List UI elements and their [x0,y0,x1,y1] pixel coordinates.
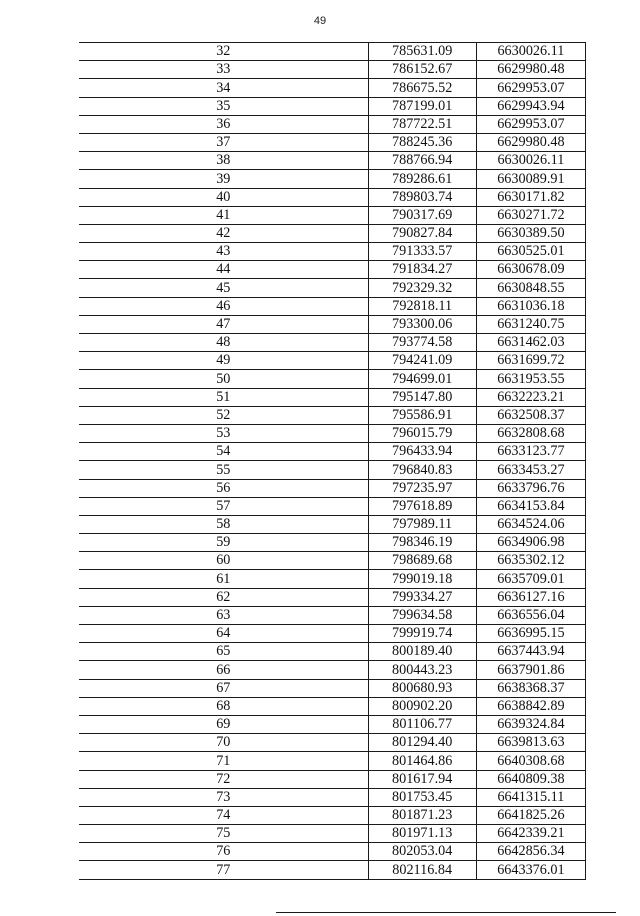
table-row [79,825,586,843]
x-coordinate-cell: 802116.84 [368,861,476,879]
table-row [79,806,586,824]
y-coordinate-cell: 6630678.09 [476,261,585,279]
x-coordinate-cell: 790827.84 [368,224,476,242]
x-coordinate-cell: 798689.68 [368,552,476,570]
y-coordinate-cell: 6640809.38 [476,770,585,788]
point-number-cell: 48 [79,334,368,352]
point-number-cell: 36 [79,115,368,133]
table-row [79,170,586,188]
y-coordinate-cell: 6634906.98 [476,534,585,552]
y-coordinate-cell: 6631462.03 [476,334,585,352]
y-coordinate-cell: 6638842.89 [476,697,585,715]
table-row [79,515,586,533]
y-coordinate-cell: 6639324.84 [476,715,585,733]
x-coordinate-cell: 793300.06 [368,315,476,333]
x-coordinate-cell: 792818.11 [368,297,476,315]
x-coordinate-cell: 785631.09 [368,43,476,61]
table-row [79,224,586,242]
table-row [79,388,586,406]
y-coordinate-cell: 6641825.26 [476,806,585,824]
table-row [79,625,586,643]
point-number-cell: 72 [79,770,368,788]
y-coordinate-cell: 6630848.55 [476,279,585,297]
point-number-cell: 66 [79,661,368,679]
x-coordinate-cell: 786675.52 [368,79,476,97]
point-number-cell: 41 [79,206,368,224]
x-coordinate-cell: 801971.13 [368,825,476,843]
y-coordinate-cell: 6634524.06 [476,515,585,533]
x-coordinate-cell: 801106.77 [368,715,476,733]
x-coordinate-cell: 796015.79 [368,424,476,442]
x-coordinate-cell: 794699.01 [368,370,476,388]
table-row [79,497,586,515]
point-number-cell: 32 [79,43,368,61]
x-coordinate-cell: 801871.23 [368,806,476,824]
y-coordinate-cell: 6641315.11 [476,788,585,806]
point-number-cell: 73 [79,788,368,806]
y-coordinate-cell: 6642339.21 [476,825,585,843]
table-row [79,734,586,752]
x-coordinate-cell: 797235.97 [368,479,476,497]
point-number-cell: 64 [79,625,368,643]
y-coordinate-cell: 6636127.16 [476,588,585,606]
table-row [79,588,586,606]
table-row [79,352,586,370]
point-number-cell: 55 [79,461,368,479]
table-row [79,606,586,624]
x-coordinate-cell: 800680.93 [368,679,476,697]
table-row [79,552,586,570]
table-row [79,752,586,770]
point-number-cell: 62 [79,588,368,606]
y-coordinate-cell: 6643376.01 [476,861,585,879]
table-row [79,297,586,315]
point-number-cell: 75 [79,825,368,843]
x-coordinate-cell: 791333.57 [368,243,476,261]
table-row [79,697,586,715]
table-row [79,334,586,352]
point-number-cell: 45 [79,279,368,297]
table-row [79,788,586,806]
table-row [79,115,586,133]
point-number-cell: 52 [79,406,368,424]
table-row [79,43,586,61]
x-coordinate-cell: 801464.86 [368,752,476,770]
y-coordinate-cell: 6634153.84 [476,497,585,515]
table-row [79,261,586,279]
y-coordinate-cell: 6633123.77 [476,443,585,461]
point-number-cell: 38 [79,152,368,170]
point-number-cell: 40 [79,188,368,206]
x-coordinate-cell: 795147.80 [368,388,476,406]
table-row [79,79,586,97]
y-coordinate-cell: 6629980.48 [476,61,585,79]
x-coordinate-cell: 798346.19 [368,534,476,552]
table-row [79,133,586,151]
y-coordinate-cell: 6639813.63 [476,734,585,752]
x-coordinate-cell: 789286.61 [368,170,476,188]
y-coordinate-cell: 6631953.55 [476,370,585,388]
x-coordinate-cell: 800902.20 [368,697,476,715]
y-coordinate-cell: 6637901.86 [476,661,585,679]
page-number: 49 [313,15,327,27]
y-coordinate-cell: 6636556.04 [476,606,585,624]
x-coordinate-cell: 788766.94 [368,152,476,170]
table-row [79,570,586,588]
point-number-cell: 47 [79,315,368,333]
x-coordinate-cell: 794241.09 [368,352,476,370]
coordinates-table-body [79,43,586,880]
point-number-cell: 61 [79,570,368,588]
table-row [79,861,586,879]
point-number-cell: 63 [79,606,368,624]
y-coordinate-cell: 6630271.72 [476,206,585,224]
point-number-cell: 49 [79,352,368,370]
x-coordinate-cell: 800189.40 [368,643,476,661]
table-row [79,424,586,442]
point-number-cell: 56 [79,479,368,497]
table-row [79,479,586,497]
point-number-cell: 69 [79,715,368,733]
y-coordinate-cell: 6629953.07 [476,115,585,133]
point-number-cell: 60 [79,552,368,570]
table-row [79,679,586,697]
table-row [79,279,586,297]
y-coordinate-cell: 6633453.27 [476,461,585,479]
y-coordinate-cell: 6630026.11 [476,152,585,170]
y-coordinate-cell: 6635302.12 [476,552,585,570]
table-row [79,61,586,79]
point-number-cell: 50 [79,370,368,388]
y-coordinate-cell: 6629953.07 [476,79,585,97]
table-row [79,315,586,333]
point-number-cell: 76 [79,843,368,861]
y-coordinate-cell: 6636995.15 [476,625,585,643]
x-coordinate-cell: 789803.74 [368,188,476,206]
x-coordinate-cell: 790317.69 [368,206,476,224]
x-coordinate-cell: 801617.94 [368,770,476,788]
table-row [79,643,586,661]
y-coordinate-cell: 6640308.68 [476,752,585,770]
table-row [79,534,586,552]
y-coordinate-cell: 6631036.18 [476,297,585,315]
table-row [79,443,586,461]
x-coordinate-cell: 800443.23 [368,661,476,679]
table-row [79,461,586,479]
table-row [79,843,586,861]
table-row [79,206,586,224]
point-number-cell: 74 [79,806,368,824]
table-row [79,406,586,424]
table-row [79,661,586,679]
point-number-cell: 77 [79,861,368,879]
y-coordinate-cell: 6631240.75 [476,315,585,333]
y-coordinate-cell: 6632808.68 [476,424,585,442]
table-row [79,770,586,788]
point-number-cell: 59 [79,534,368,552]
y-coordinate-cell: 6638368.37 [476,679,585,697]
x-coordinate-cell: 787722.51 [368,115,476,133]
table-row [79,715,586,733]
x-coordinate-cell: 797989.11 [368,515,476,533]
point-number-cell: 42 [79,224,368,242]
x-coordinate-cell: 799919.74 [368,625,476,643]
point-number-cell: 65 [79,643,368,661]
table-row [79,152,586,170]
y-coordinate-cell: 6632223.21 [476,388,585,406]
x-coordinate-cell: 793774.58 [368,334,476,352]
x-coordinate-cell: 799334.27 [368,588,476,606]
x-coordinate-cell: 797618.89 [368,497,476,515]
point-number-cell: 67 [79,679,368,697]
point-number-cell: 37 [79,133,368,151]
y-coordinate-cell: 6642856.34 [476,843,585,861]
table-row [79,188,586,206]
y-coordinate-cell: 6637443.94 [476,643,585,661]
point-number-cell: 58 [79,515,368,533]
point-number-cell: 43 [79,243,368,261]
x-coordinate-cell: 786152.67 [368,61,476,79]
point-number-cell: 53 [79,424,368,442]
x-coordinate-cell: 802053.04 [368,843,476,861]
table-row [79,243,586,261]
y-coordinate-cell: 6630026.11 [476,43,585,61]
x-coordinate-cell: 795586.91 [368,406,476,424]
y-coordinate-cell: 6630171.82 [476,188,585,206]
table-row [79,370,586,388]
y-coordinate-cell: 6630089.91 [476,170,585,188]
point-number-cell: 46 [79,297,368,315]
coordinates-table [79,42,586,880]
x-coordinate-cell: 796840.83 [368,461,476,479]
point-number-cell: 39 [79,170,368,188]
point-number-cell: 71 [79,752,368,770]
x-coordinate-cell: 799634.58 [368,606,476,624]
bottom-divider [276,912,616,913]
point-number-cell: 33 [79,61,368,79]
x-coordinate-cell: 796433.94 [368,443,476,461]
y-coordinate-cell: 6635709.01 [476,570,585,588]
x-coordinate-cell: 799019.18 [368,570,476,588]
point-number-cell: 34 [79,79,368,97]
y-coordinate-cell: 6631699.72 [476,352,585,370]
y-coordinate-cell: 6633796.76 [476,479,585,497]
x-coordinate-cell: 791834.27 [368,261,476,279]
y-coordinate-cell: 6629980.48 [476,133,585,151]
point-number-cell: 68 [79,697,368,715]
point-number-cell: 57 [79,497,368,515]
x-coordinate-cell: 801294.40 [368,734,476,752]
point-number-cell: 54 [79,443,368,461]
x-coordinate-cell: 787199.01 [368,97,476,115]
x-coordinate-cell: 788245.36 [368,133,476,151]
point-number-cell: 70 [79,734,368,752]
table-row [79,97,586,115]
x-coordinate-cell: 792329.32 [368,279,476,297]
y-coordinate-cell: 6629943.94 [476,97,585,115]
y-coordinate-cell: 6632508.37 [476,406,585,424]
y-coordinate-cell: 6630525.01 [476,243,585,261]
point-number-cell: 51 [79,388,368,406]
y-coordinate-cell: 6630389.50 [476,224,585,242]
point-number-cell: 35 [79,97,368,115]
point-number-cell: 44 [79,261,368,279]
x-coordinate-cell: 801753.45 [368,788,476,806]
